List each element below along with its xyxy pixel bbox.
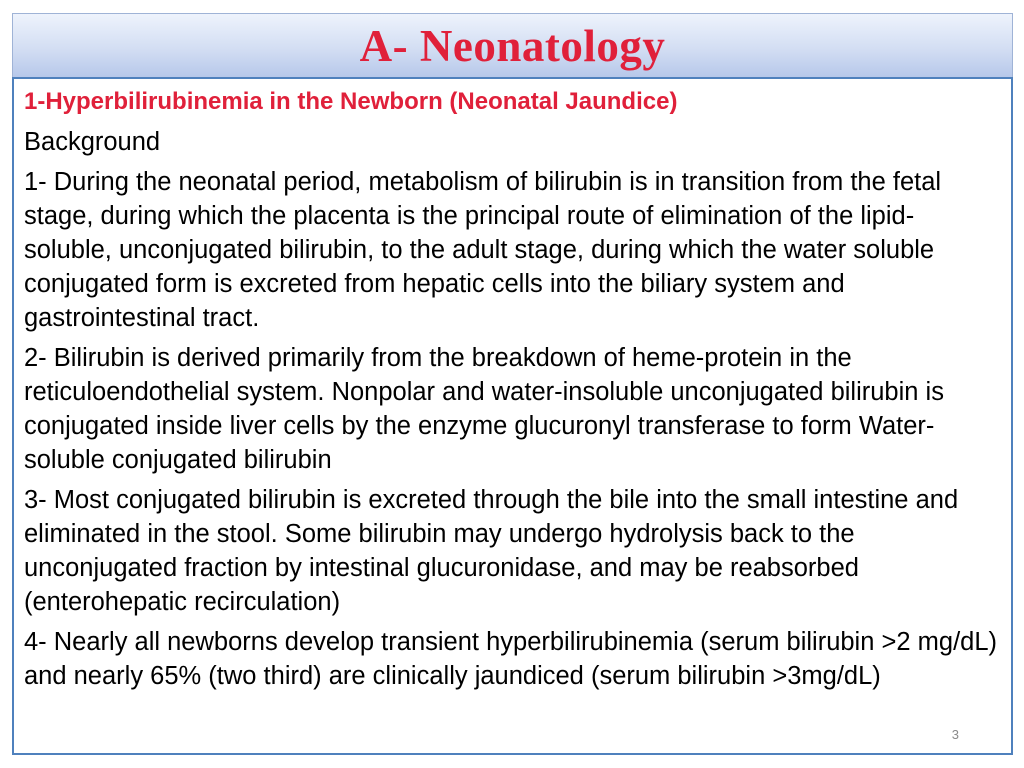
paragraph-3: 3- Most conjugated bilirubin is excreted through the bile into the small intestine and eliminated in the stool. Some bilirubin may undergo hydrolysis back to the unconjugated fraction by intestinal glucuronidase, and may be reabsorbed (enterohepatic recirculation) [24, 486, 959, 616]
background-heading: Background [24, 128, 161, 156]
paragraph-2: 2- Bilirubin is derived primarily from the breakdown of heme-protein in the reticuloendothelial system. Nonpolar and water-insoluble unconjugated bilirubin is conjugated inside liver cells by the enzyme glucuronyl transferase to form Water-soluble conjugated bilirubin [24, 344, 944, 474]
slide-title: A- Neonatology [359, 21, 666, 71]
page-number: 3 [951, 727, 959, 742]
content-text [24, 85, 999, 697]
section-subtitle: 1-Hyperbilirubinemia in the Newborn (Neonatal Jaundice) [24, 88, 678, 115]
content-box [12, 77, 1013, 755]
title-bar [12, 13, 1013, 77]
paragraph-1: 1- During the neonatal period, metabolism of bilirubin is in transition from the fetal stage, during which the placenta is the principal route of elimination of the lipid-soluble, unconjugated bilirubin, to the adult stage, during which the water soluble conjugated form is excreted from hepatic cells into the biliary system and gastrointestinal tract. [24, 168, 942, 332]
paragraph-4: 4- Nearly all newborns develop transient hyperbilirubinemia (serum bilirubin >2 mg/dL) and nearly 65% (two third) are clinically jaundiced (serum bilirubin >3mg/dL) [24, 628, 998, 690]
